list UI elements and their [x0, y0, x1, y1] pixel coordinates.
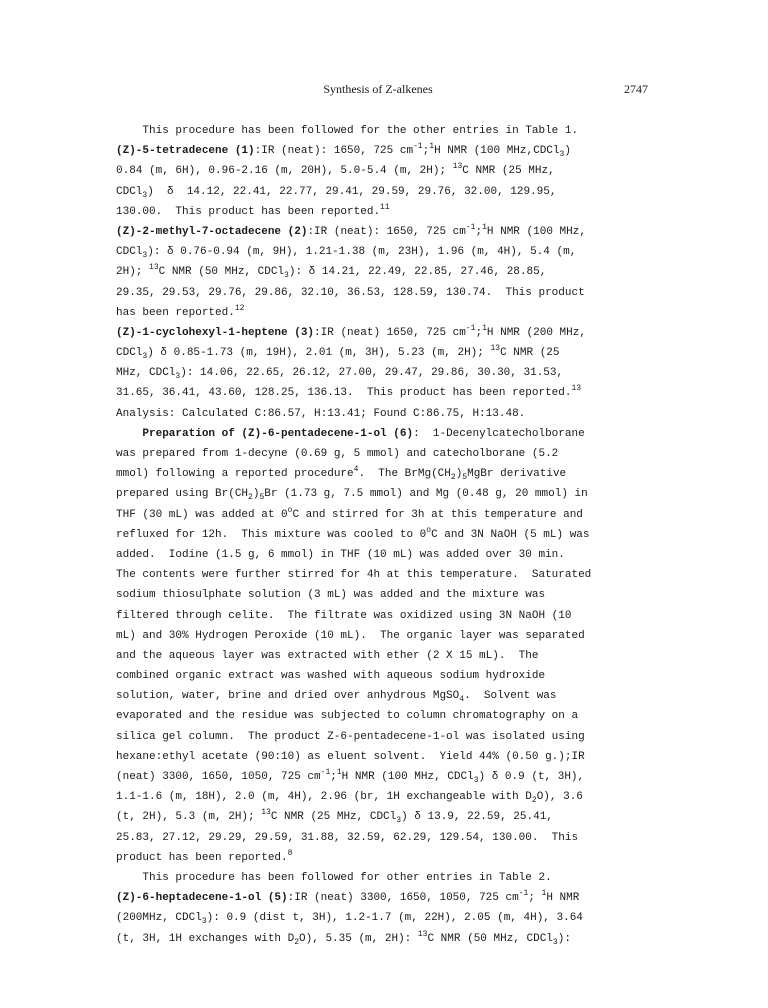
text-run: 29.35, 29.53, 29.76, 29.86, 32.10, 36.53, 128.59, 130.74. This product: [116, 286, 585, 299]
text-line: [116, 202, 638, 222]
text-line: [116, 242, 638, 262]
text-run: hexane:ethyl acetate (90:10) as eluent solvent. Yield 44% (0.50 g.);IR: [116, 750, 585, 763]
text-run: and the aqueous layer was extracted with ether (2 X 15 mL). The: [116, 649, 539, 662]
superscript: 13: [452, 162, 463, 172]
superscript: 13: [417, 929, 428, 939]
text-run: C NMR (25 MHz, CDCl: [270, 811, 397, 824]
text-run: was prepared from 1-decyne (0.69 g, 5 mmol) and catecholborane (5.2: [116, 448, 559, 460]
subscript: 3: [559, 150, 565, 160]
text-run: The contents were further stirred for 4h at this temperature. Saturated: [116, 569, 592, 582]
text-run: : 1-Decenylcatecholborane: [413, 427, 585, 440]
text-run: C NMR (25 MHz,: [462, 165, 555, 178]
superscript: 1: [429, 142, 435, 152]
text-run: :IR (neat): 1650, 725 cm: [254, 145, 414, 158]
text-run: C and 3N NaOH (5 mL) was: [431, 528, 590, 541]
text-run: :IR (neat) 1650, 725 cm: [314, 326, 466, 339]
text-line: [116, 484, 638, 504]
text-line: [116, 404, 638, 424]
text-line: [116, 262, 638, 282]
text-run: ;: [330, 771, 337, 783]
text-run: ): δ 0.76-0.94 (m, 9H), 1.21-1.38 (m, 23H), 1.96 (m, 4H), 5.4 (m,: [147, 246, 577, 259]
text-line: [116, 828, 638, 848]
subscript: 3: [142, 190, 148, 200]
text-line: [116, 807, 638, 827]
text-run: (neat) 3300, 1650, 1050, 725 cm: [116, 771, 321, 783]
text-line: [116, 545, 638, 565]
text-run: 31.65, 36.41, 43.60, 128.25, 136.13. This product has been reported.: [116, 387, 572, 400]
text-line: [116, 666, 638, 686]
text-line: [116, 727, 638, 747]
subscript: 3: [396, 816, 402, 826]
text-run: CDCl: [116, 185, 143, 198]
text-run: This procedure has been followed for other entries in Table 2.: [116, 871, 552, 884]
text-run: :IR (neat): 1650, 725 cm: [307, 225, 466, 238]
text-line: [116, 585, 638, 605]
text-line: [116, 161, 638, 181]
subscript: 2: [450, 473, 456, 483]
text-run: (t, 3H, 1H exchanges with D: [116, 932, 295, 945]
text-run: ): [455, 468, 463, 481]
text-line: [116, 141, 638, 161]
text-run: H NMR: [546, 892, 580, 905]
text-run: C NMR (25: [500, 347, 560, 360]
superscript: 1: [482, 323, 487, 333]
subscript: 3: [175, 372, 181, 382]
superscript: -1: [320, 768, 331, 777]
superscript: 1: [482, 222, 487, 232]
superscript: 1: [541, 889, 547, 899]
text-run: ): 14.06, 22.65, 26.12, 27.00, 29.47, 29.86, 30.30, 31.53,: [180, 367, 564, 380]
compound-heading: (Z)-2-methyl-7-octadecene (2): [116, 225, 308, 238]
superscript: 8: [287, 848, 293, 858]
subscript: 3: [284, 271, 289, 281]
text-run: 25.83, 27.12, 29.29, 29.59, 31.88, 32.59, 62.29, 129.54, 130.00. This: [116, 831, 579, 844]
text-line: [116, 747, 638, 767]
text-line: [116, 767, 638, 787]
text-run: ):: [557, 932, 571, 945]
compound-heading: Preparation of (Z)-6-pentadecene-1-ol (6): [142, 427, 414, 440]
text-line: [116, 686, 638, 706]
subscript: 2: [248, 493, 253, 503]
subscript: 3: [473, 776, 479, 785]
text-run: added. Iodine (1.5 g, 6 mmol) in THF (10 mL) was added over 30 min.: [116, 548, 565, 561]
text-run: O), 3.6: [536, 791, 583, 804]
text-run: H NMR (100 MHz,: [486, 225, 586, 238]
text-run: ): δ 14.21, 22.49, 22.85, 27.46, 28.85,: [288, 266, 547, 279]
text-line: [116, 505, 638, 525]
text-line: [116, 565, 638, 585]
text-run: mmol) following a reported procedure: [116, 468, 354, 481]
subscript: 2: [531, 796, 537, 806]
body-text: [116, 121, 638, 949]
subscript: 3: [142, 251, 148, 261]
text-run: Br (1.73 g, 7.5 mmol) and Mg (0.48 g, 20 mmol) in: [264, 488, 588, 501]
text-run: THF (30 mL) was added at 0: [116, 508, 288, 521]
text-run: sodium thiosulphate solution (3 mL) was added and the mixture was: [116, 589, 546, 602]
text-run: O), 5.35 (m, 2H):: [299, 932, 418, 945]
subscript: 5: [462, 473, 468, 483]
text-run: has been reported.: [116, 306, 235, 319]
text-run: This procedure has been followed for the other entries in Table 1.: [116, 125, 579, 137]
text-run: ) δ 0.9 (t, 3H),: [478, 771, 585, 783]
page-number: 2747: [624, 82, 648, 96]
text-line: [116, 464, 638, 484]
text-run: ;: [475, 225, 483, 238]
superscript: 13: [571, 384, 582, 394]
text-run: MgBr derivative: [467, 468, 567, 481]
superscript: -1: [413, 142, 423, 152]
running-title: Synthesis of Z-alkenes: [323, 82, 433, 96]
text-line: [116, 929, 638, 949]
superscript: o: [426, 525, 432, 535]
text-line: [116, 888, 638, 908]
text-run: 2H);: [116, 266, 150, 279]
text-run: ): 0.9 (dist t, 3H), 1.2-1.7 (m, 22H), 2.05 (m, 4H), 3.64: [206, 912, 583, 925]
superscript: -1: [465, 323, 476, 333]
superscript: 4: [353, 465, 359, 475]
text-run: CDCl: [116, 347, 143, 360]
text-run: . The BrMg(CH: [358, 468, 451, 481]
text-line: [116, 626, 638, 646]
subscript: 3: [142, 352, 148, 362]
text-run: 130.00. This product has been reported.: [116, 205, 381, 218]
text-run: combined organic extract was washed with aqueous sodium hydroxide: [116, 670, 546, 683]
running-header: [108, 82, 648, 98]
superscript: 13: [261, 808, 271, 818]
text-run: H NMR (100 MHz,CDCl: [434, 145, 560, 158]
superscript: -1: [518, 889, 529, 899]
text-run: (t, 2H), 5.3 (m, 2H);: [116, 811, 262, 824]
text-run: solution, water, brine and dried over anhydrous MgSO: [116, 690, 460, 703]
text-run: evaporated and the residue was subjected to column chromatography on a: [116, 710, 579, 723]
text-line: [116, 283, 638, 303]
superscript: 13: [149, 263, 159, 273]
text-run: ;: [422, 145, 430, 158]
text-run: refluxed for 12h. This mixture was cooled to 0: [116, 528, 427, 541]
text-line: [116, 706, 638, 726]
compound-heading: (Z)-5-tetradecene (1): [116, 145, 255, 158]
text-run: mL) and 30% Hydrogen Peroxide (10 mL). The organic layer was separated: [116, 629, 585, 642]
text-line: [116, 323, 638, 343]
text-line: [116, 525, 638, 545]
superscript: o: [287, 505, 293, 515]
text-run: H NMR (100 MHz, CDCl: [341, 771, 474, 783]
text-line: [116, 848, 638, 868]
compound-heading: (Z)-1-cyclohexyl-1-heptene (3): [116, 326, 315, 339]
text-line: [116, 908, 638, 928]
text-run: H NMR (200 MHz,: [486, 326, 586, 339]
superscript: -1: [465, 222, 476, 232]
text-line: [116, 343, 638, 363]
text-run: ) δ 13.9, 22.59, 25.41,: [401, 811, 553, 824]
text-run: MHz, CDCl: [116, 367, 176, 380]
subscript: 4: [459, 695, 465, 705]
text-run: product has been reported.: [116, 851, 288, 864]
subscript: 3: [552, 937, 558, 947]
text-line: [116, 363, 638, 383]
superscript: 12: [234, 303, 245, 313]
text-run: ) δ 14.12, 22.41, 22.77, 29.41, 29.59, 29.76, 32.00, 129.95,: [147, 185, 557, 198]
text-line: [116, 182, 638, 202]
text-run: filtered through celite. The filtrate was oxidized using 3N NaOH (10: [116, 609, 572, 622]
text-line: [116, 383, 638, 403]
compound-heading: (Z)-6-heptadecene-1-ol (5): [116, 892, 288, 905]
text-run: (200MHz, CDCl: [116, 912, 202, 925]
text-line: [116, 444, 638, 464]
text-run: . Solvent was: [464, 690, 557, 703]
text-line: [116, 222, 638, 242]
text-run: prepared using Br(CH: [116, 488, 249, 501]
text-run: ;: [528, 892, 542, 905]
text-run: :IR (neat) 3300, 1650, 1050, 725 cm: [287, 892, 519, 905]
text-run: silica gel column. The product Z-6-pentadecene-1-ol was isolated using: [116, 730, 585, 743]
text-run: C NMR (50 MHz, CDCl: [427, 932, 553, 945]
text-run: ;: [475, 326, 483, 339]
text-run: CDCl: [116, 246, 143, 259]
superscript: 13: [490, 344, 501, 354]
text-line: [116, 646, 638, 666]
text-run: C and stirred for 3h at this temperature and: [292, 508, 583, 521]
text-line: [116, 868, 638, 888]
text-run: 0.84 (m, 6H), 0.96-2.16 (m, 20H), 5.0-5.4 (m, 2H);: [116, 165, 453, 178]
subscript: 3: [201, 917, 207, 927]
text-run: ): [252, 488, 260, 501]
text-run: ): [564, 145, 571, 158]
text-run: ) δ 0.85-1.73 (m, 19H), 2.01 (m, 3H), 5.23 (m, 2H);: [147, 347, 491, 360]
text-line: [116, 424, 638, 444]
subscript: 2: [294, 937, 300, 947]
superscript: 11: [380, 202, 390, 212]
subscript: 5: [259, 493, 265, 503]
superscript: 1: [336, 768, 342, 777]
text-line: [116, 606, 638, 626]
text-run: C NMR (50 MHz, CDCl: [158, 266, 285, 279]
text-run: Analysis: Calculated C:86.57, H:13.41; Found C:86.75, H:13.48.: [116, 407, 526, 420]
text-line: [116, 787, 638, 807]
text-line: [116, 121, 638, 141]
text-run: [116, 428, 142, 440]
text-run: 1.1-1.6 (m, 18H), 2.0 (m, 4H), 2.96 (br, 1H exchangeable with D: [116, 791, 532, 804]
text-line: [116, 303, 638, 323]
